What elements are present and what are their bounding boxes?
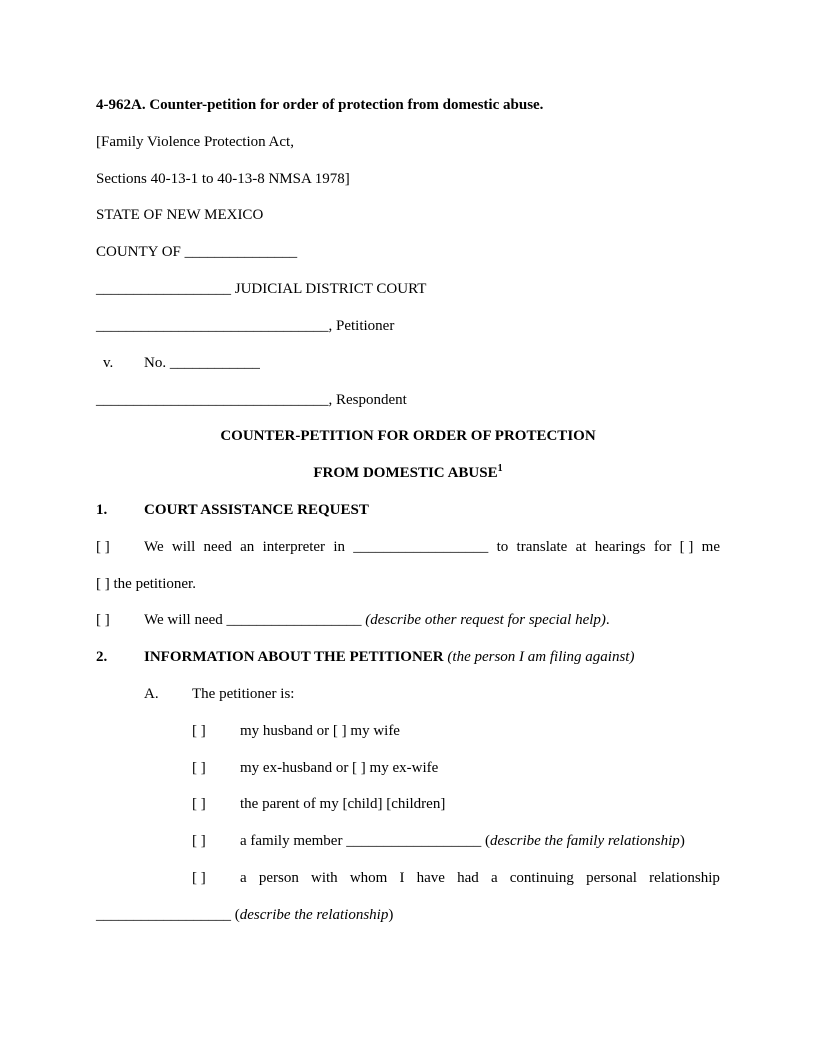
option-family-member-note: describe the family relationship — [489, 833, 680, 849]
family-member-checkbox[interactable]: [ ] — [192, 833, 206, 849]
interpreter-checkbox[interactable]: [ ] — [96, 539, 110, 555]
special-help-checkbox[interactable]: [ ] — [96, 612, 110, 628]
word: I — [399, 870, 405, 886]
document-title-line-1: COUNTER-PETITION FOR ORDER OF PROTECTION — [220, 428, 596, 444]
option-relationship-text — [240, 867, 720, 889]
section-2-heading-row — [96, 646, 720, 668]
me-checkbox[interactable]: [ ] — [679, 539, 694, 555]
word: me — [701, 539, 720, 555]
section-2-heading: INFORMATION ABOUT THE PETITIONER — [144, 649, 444, 665]
option-spouse — [192, 720, 720, 742]
word: with — [310, 870, 338, 886]
word: translate — [516, 539, 568, 555]
subsection-a-text: The petitioner is: — [192, 686, 295, 702]
option-ex-spouse-text: my ex-husband or [ ] my ex-wife — [240, 760, 439, 776]
section-1-number: 1. — [96, 502, 108, 518]
section-2-number: 2. — [96, 649, 108, 665]
interpreter-request-row — [96, 536, 720, 558]
court-caption: __________________ JUDICIAL DISTRICT COURT — [96, 281, 427, 297]
interpreter-request-text — [144, 536, 720, 558]
option-parent-text: the parent of my [child] [children] — [240, 796, 446, 812]
spouse-checkbox[interactable]: [ ] — [192, 723, 206, 739]
word: need — [203, 539, 232, 555]
word: an — [240, 539, 255, 555]
option-relationship-continuation — [96, 904, 720, 926]
word: a — [490, 870, 498, 886]
relationship-blank[interactable]: __________________ ( — [96, 907, 240, 923]
relationship-end: ) — [388, 907, 394, 923]
subsection-a-row — [144, 683, 720, 705]
case-number-row — [96, 352, 720, 374]
interpreter-request-continuation: [ ] the petitioner. — [96, 576, 196, 592]
word: interpreter — [262, 539, 326, 555]
case-number: No. ____________ — [144, 355, 260, 371]
ex-spouse-checkbox[interactable]: [ ] — [192, 760, 206, 776]
word: continuing — [509, 870, 574, 886]
county-caption: COUNTY OF _______________ — [96, 244, 298, 260]
act-citation-line-1: [Family Violence Protection Act, — [96, 134, 294, 150]
special-help-note: (describe other request for special help) — [365, 612, 606, 628]
option-spouse-text: my husband or [ ] my wife — [240, 723, 400, 739]
option-family-member — [192, 830, 720, 852]
special-help-row — [96, 609, 720, 631]
option-relationship — [192, 867, 720, 889]
option-ex-spouse — [192, 757, 720, 779]
special-help-text: We will need __________________ — [144, 612, 366, 628]
word: personal — [586, 870, 637, 886]
respondent-caption: _______________________________, Respondent — [96, 392, 407, 408]
state-caption: STATE OF NEW MEXICO — [96, 207, 264, 223]
relationship-note: describe the relationship — [239, 907, 389, 923]
relationship-checkbox[interactable]: [ ] — [192, 870, 206, 886]
word: will — [171, 539, 196, 555]
word: We — [144, 539, 164, 555]
word: relationship — [649, 870, 720, 886]
parent-checkbox[interactable]: [ ] — [192, 796, 206, 812]
option-family-member-end: ) — [679, 833, 685, 849]
word: a — [240, 870, 247, 886]
petitioner-caption: _______________________________, Petitioner — [96, 318, 395, 334]
section-1-heading: COURT ASSISTANCE REQUEST — [144, 502, 369, 518]
document-title-line-2 — [96, 462, 720, 484]
word: whom — [349, 870, 388, 886]
word: to — [496, 539, 509, 555]
section-2-note: (the person I am filing against) — [447, 649, 635, 665]
rule-heading: 4-962A. Counter-petition for order of protection from domestic abuse. — [96, 97, 544, 113]
word: at — [575, 539, 587, 555]
word: have — [416, 870, 445, 886]
option-parent — [192, 793, 720, 815]
footnote-marker: 1 — [497, 463, 503, 474]
special-help-end: . — [605, 612, 610, 628]
subsection-a-letter: A. — [144, 686, 159, 702]
word: had — [457, 870, 479, 886]
versus-label: v. — [103, 355, 114, 371]
language-blank[interactable]: __________________ — [353, 539, 489, 555]
option-family-member-text: a family member __________________ ( — [240, 833, 490, 849]
word: hearings — [594, 539, 646, 555]
act-citation-line-2: Sections 40-13-1 to 40-13-8 NMSA 1978] — [96, 171, 350, 187]
word: in — [333, 539, 346, 555]
section-1-heading-row — [96, 499, 720, 521]
word: person — [258, 870, 299, 886]
document-title-text: FROM DOMESTIC ABUSE — [313, 465, 498, 481]
word: for — [653, 539, 672, 555]
